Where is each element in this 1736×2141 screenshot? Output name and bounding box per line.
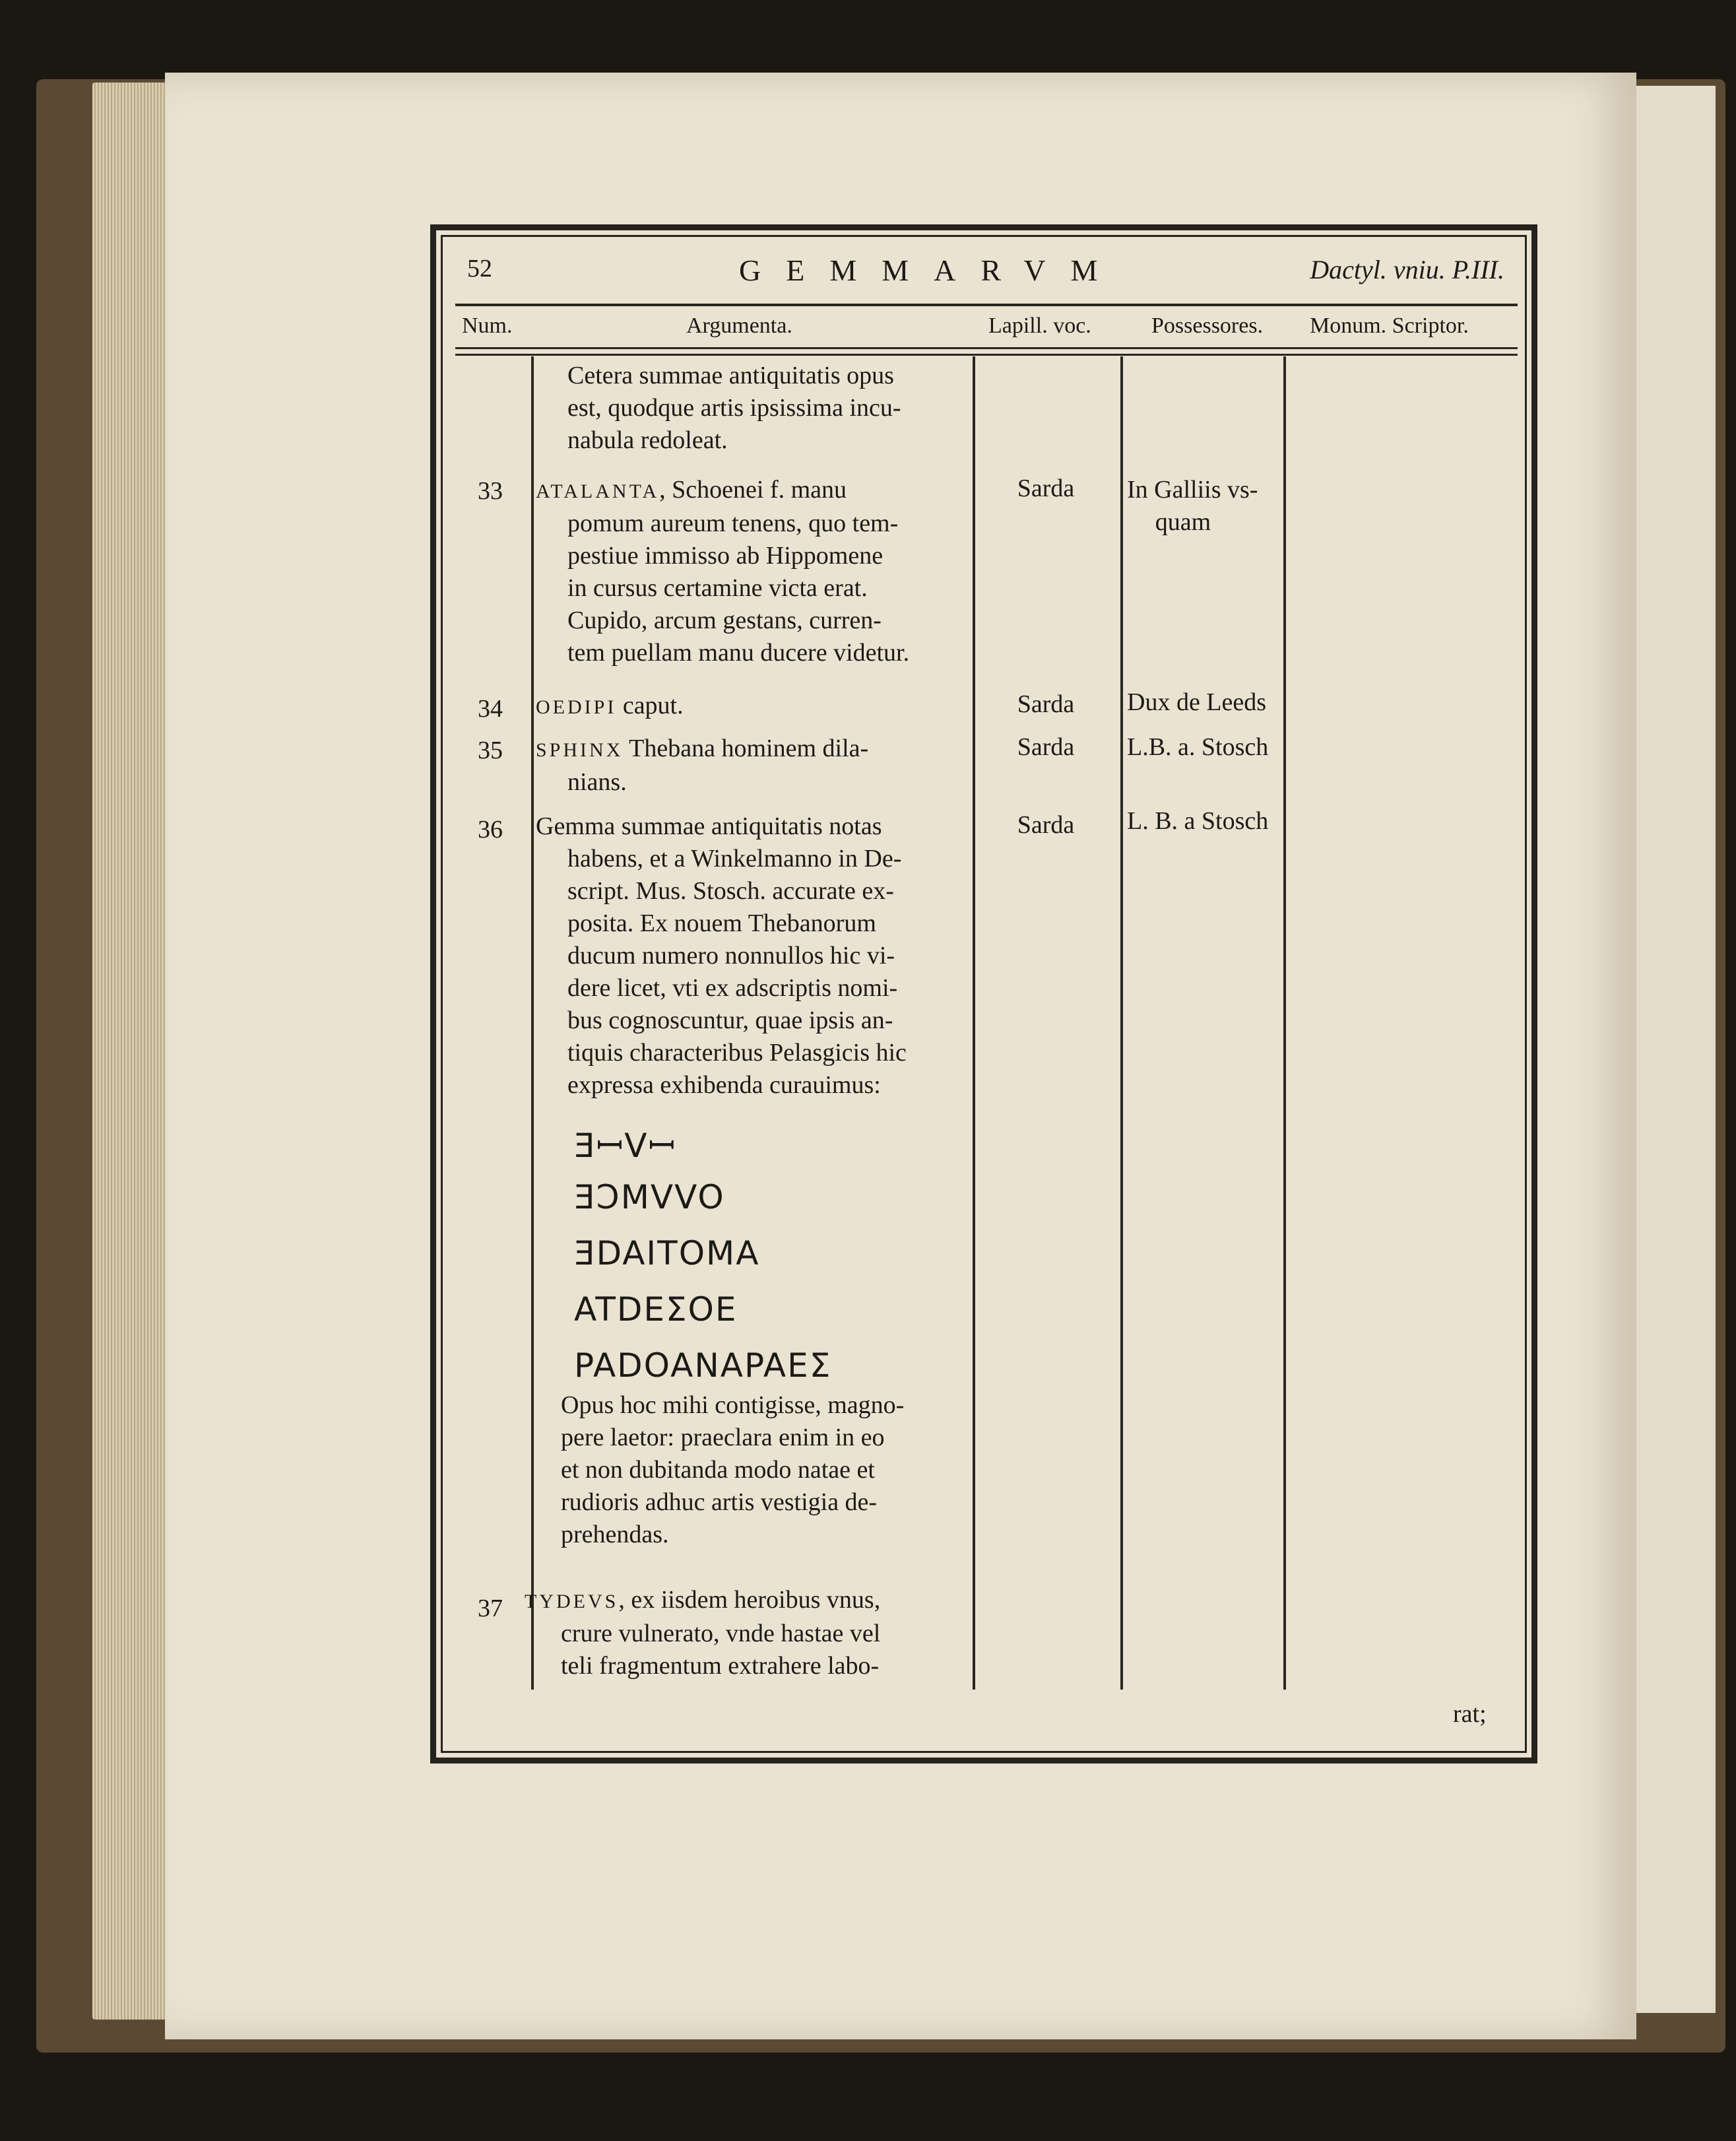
lapis-name: Sarda (1017, 733, 1075, 761)
possessor: L. B. a Stosch (1127, 807, 1269, 835)
text-line: posita. Ex nouem Thebanorum (567, 909, 876, 937)
lapis-name: Sarda (1017, 811, 1075, 839)
catchword: rat; (1453, 1700, 1487, 1728)
page-title: GEMMARVM (739, 253, 1123, 287)
text-line: SPHINX Thebana hominem dila- (536, 735, 869, 762)
text-line: expressa exhibenda curauimus: (567, 1071, 881, 1099)
text-line: dere licet, vti ex adscriptis nomi- (567, 974, 898, 1002)
entry-argument (525, 1584, 971, 1682)
pelasgic-inscription: ƎꟷVꟷ (574, 1127, 677, 1165)
text-line: pomum aureum tenens, quo tem- (567, 510, 899, 537)
column-header-rule (455, 347, 1518, 349)
entry-number: 37 (478, 1595, 503, 1622)
head-rule (455, 304, 1518, 306)
text-line: bus cognoscuntur, quae ipsis an- (567, 1006, 893, 1034)
possessor: L.B. a. Stosch (1127, 733, 1269, 761)
running-head (462, 254, 1511, 294)
column-divider-argumenta (973, 356, 975, 1690)
text-line: pere laetor: praeclara enim in eo (561, 1424, 885, 1451)
entry-number: 36 (478, 816, 503, 843)
entry-argument (536, 733, 971, 799)
pelasgic-inscription: PADOANAPAEΣ (574, 1346, 832, 1385)
text-line: prehendas. (561, 1521, 669, 1548)
facing-page-edge (1636, 86, 1716, 2013)
possessor: Dux de Leeds (1127, 688, 1267, 716)
text-line: OEDIPI caput. (536, 692, 684, 719)
section-reference: Dactyl. vniu. P.III. (1310, 255, 1504, 284)
entry-number: 35 (478, 737, 503, 764)
entry-number: 34 (478, 695, 503, 723)
text-line: rudioris adhuc artis vestigia de- (561, 1488, 878, 1516)
entry-argument-continued (561, 1389, 971, 1551)
pelasgic-inscription: ƎƆMVVO (574, 1178, 725, 1216)
text-line: Opus hoc mihi contigisse, magno- (561, 1391, 905, 1419)
col-header-lapill: Lapill. voc. (988, 313, 1091, 338)
lapis-name: Sarda (1017, 475, 1075, 502)
page-number: 52 (467, 255, 492, 282)
text-line: Cupido, arcum gestans, curren- (567, 607, 882, 634)
column-divider-num (531, 356, 534, 1690)
text-line: Cetera summae antiquitatis opus (567, 362, 894, 389)
column-header-rule-double (455, 354, 1518, 356)
entry-argument (536, 690, 971, 723)
text-line: Gemma summae antiquitatis notas (536, 812, 882, 840)
col-header-monum: Monum. Scriptor. (1310, 313, 1469, 338)
text-line: crure vulnerato, vnde hastae vel (561, 1620, 881, 1647)
entry-argument (536, 474, 971, 669)
col-header-possessores: Possessores. (1151, 313, 1264, 338)
pelasgic-inscription: ATDEΣOE (574, 1290, 738, 1329)
entry-name: SPHINX (536, 739, 624, 761)
text-line: pestiue immisso ab Hippomene (567, 542, 884, 570)
col-header-argumenta: Argumenta. (686, 313, 792, 338)
entry-name: TYDEVS (525, 1591, 619, 1612)
entry-name: ATALANTA (536, 480, 660, 502)
text-line: TYDEVS, ex iisdem heroibus vnus, (525, 1586, 881, 1614)
text-line: script. Mus. Stosch. accurate ex- (567, 877, 894, 905)
text-line: nians. (567, 768, 627, 796)
column-divider-lapill (1120, 356, 1123, 1690)
entry-number: 33 (478, 477, 503, 505)
text-line: tiquis characteribus Pelasgicis hic (567, 1039, 907, 1067)
text-line: ducum numero nonnullos hic vi- (567, 942, 895, 970)
col-header-num: Num. (462, 313, 513, 338)
page-edges (92, 82, 172, 2020)
text-line: in cursus certamine victa erat. (567, 574, 868, 602)
lapis-name: Sarda (1017, 690, 1075, 718)
intro-text (567, 360, 971, 457)
column-divider-possessores (1283, 356, 1286, 1690)
text-line: est, quodque artis ipsissima incu- (567, 394, 901, 422)
text-line: habens, et a Winkelmanno in De- (567, 845, 902, 873)
entry-name: OEDIPI (536, 696, 617, 718)
text-line: teli fragmentum extrahere labo- (561, 1652, 880, 1680)
pelasgic-inscription: ƎDAITOMA (574, 1234, 760, 1272)
text-line: nabula redoleat. (567, 426, 728, 454)
entry-argument (536, 810, 971, 1102)
text-line: et non dubitanda modo natae et (561, 1456, 875, 1484)
text-line: ATALANTA, Schoenei f. manu (536, 476, 847, 504)
possessor: In Galliis vs- quam (1127, 476, 1258, 536)
text-line: tem puellam manu ducere videtur. (567, 639, 910, 667)
